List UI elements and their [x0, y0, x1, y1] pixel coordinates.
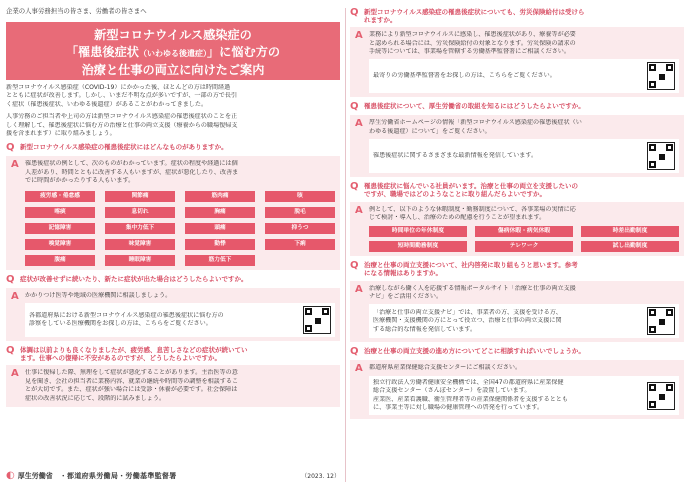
symptom-tag: 息切れ — [105, 207, 175, 218]
issue-date: （2023. 12） — [301, 473, 340, 480]
title-line-1: 新型コロナウイルス感染症の — [94, 28, 252, 42]
a-mark: A — [355, 118, 363, 130]
a-mark: A — [11, 290, 19, 302]
symptom-tag: 腹痛 — [25, 255, 95, 266]
mhlw-info-box[interactable]: 罹患後症状に関するさまざまな最新情報を発信しています。 — [369, 139, 679, 173]
q-mark: Q — [350, 260, 359, 272]
answer-mhlw-initiatives: A 厚生労働省ホームページの情報「新型コロナウイルス感染症の罹患後症状（い わゆる後遺症）について」をご覧ください。 罹患後症状に関するさまざまな最新情報を発信しています。 — [350, 115, 684, 177]
measures-row-2 — [369, 241, 679, 252]
question-workers-comp: Q 新型コロナウイルス感染症の罹患後症状についても、労災保険給付は受けら れますか。 — [350, 7, 585, 25]
sanpo-center-box[interactable]: 独立行政法人労働者健康安全機構では、全国47の都道府県に産業保健 総合支援センター（さんぽセンター）を設置しています。 産業医、産業看護職、衛生管理者等の産業保健関係者を支援するととも に、事業主等に対し職場の健康管理への啓発を行っています。 — [369, 376, 679, 416]
support-navi-box[interactable]: 「治療と仕事の両立支援ナビ」では、事業者の方、支援を受ける方、 医療機関・支援機関の方にとって役立つ、治療と仕事の両立支援に関 する総合的な情報を発信しています。 — [369, 304, 679, 338]
a-mark: A — [355, 30, 363, 42]
symptom-tag: 動悸 — [185, 239, 255, 250]
measure-chip: 時間単位の年休制度 — [369, 226, 467, 237]
answer-return-to-work: A 仕事に復帰した際、無理をして症状が悪化することがあります。主治医等の意 見を聞き、会社の担当者に業務内容、就業の継続や時間等の調整を相談するこ とが大切です。また、症状が強い場合には受診・休養が必要です。社会保障は 症状の改善状況に応じて、段階的に試みましょう。 — [6, 365, 340, 407]
symptom-tag-grid — [25, 191, 335, 266]
symptom-tag: 筋肉痛 — [185, 191, 255, 202]
qr-code-icon[interactable] — [647, 382, 675, 410]
question-mhlw-initiatives — [350, 102, 684, 112]
organizations: ・都道府県労働局・労働基準監督署 — [59, 471, 177, 480]
q-mark: Q — [350, 346, 359, 358]
question-awareness-info: Q 治療と仕事の両立支援について、社内啓発に取り組もうと思います。参考 になる情報はありますか。 — [350, 260, 578, 278]
answer-awareness-info: A 治療しながら働く人を応援する情報ポータルサイト「治療と仕事の両立支援 ナビ」をご活用ください。 「治療と仕事の両立支援ナビ」では、事業者の方、支援を受ける方、 医療機関・支援機関の方にとって役立つ、治療と仕事の両立支援に関 する総合的な情報を発信しています。 — [350, 281, 684, 343]
symptom-tag: 頭痛 — [185, 223, 255, 234]
symptom-tag: 喀痰 — [25, 207, 95, 218]
column-divider — [345, 8, 346, 482]
q-mark: Q — [6, 345, 15, 357]
measure-chip: 時差出勤制度 — [581, 226, 679, 237]
qr-code-icon[interactable] — [303, 306, 331, 334]
question-text: 治療と仕事の両立支援の進め方についてどこに相談すればいいでしょうか。 — [364, 347, 585, 356]
symptom-tag: 関節痛 — [105, 191, 175, 202]
q-mark: Q — [350, 181, 359, 193]
right-column — [350, 8, 684, 419]
ministry-name: 厚生労働省 — [17, 471, 53, 480]
a-mark: A — [11, 159, 19, 171]
intro-paragraph: 新型コロナウイルス感染症（COVID-19）にかかった後、ほとんどの方は時間経過 とともに症状が改善します。しかし、いまだ不明な点が多いですが、一部の方で長引 く症状（罹患後症状、いわゆる後遺症）があることがわかってきました。 — [6, 84, 238, 108]
symptom-tag: 脱毛 — [265, 207, 335, 218]
symptom-tag: 下痢 — [265, 239, 335, 250]
question-worsening — [6, 275, 340, 285]
labor-office-box[interactable]: 最寄りの労働基準監督署をお探しの方は、こちらをご覧ください。 — [369, 59, 679, 93]
q-mark: Q — [6, 142, 15, 154]
mhlw-logo-icon: ◐ — [6, 470, 15, 481]
a-mark: A — [355, 204, 363, 216]
symptom-tag: 胸痛 — [185, 207, 255, 218]
q-mark: Q — [350, 101, 359, 113]
answer-workplace-support: A 例として、以下のような休暇制度・勤務制度について、各事業場の実情に応 じて検討・導入し、治療のための配慮を行うことが望まれます。 時間単位の年休制度 傷病休暇・病気休暇 時差出勤制度 短時間勤務制度 テレワーク 試し出勤制度 — [350, 202, 684, 257]
symptom-tag: 抑うつ — [265, 223, 335, 234]
title-line-3: 治療と仕事の両立に向けたご案内 — [81, 63, 265, 77]
qr-code-icon[interactable] — [647, 62, 675, 90]
answer-worsening: A かかりつけ医等や地域の医療機関に相談しましょう。 各都道府県における新型コロナウイルス感染症の罹患後症状に悩む方の 診察をしている医療機関をお探しの方は、こちらをご覧ください。 — [6, 288, 340, 341]
symptom-tag: 咳 — [265, 191, 335, 202]
question-text: 罹患後症状について、厚生労働省の取組を知るにはどうしたらよいですか。 — [364, 102, 585, 111]
measures-row-1 — [369, 226, 679, 237]
symptom-tag: 疲労感・倦怠感 — [25, 191, 95, 202]
answer-workers-comp: A 業務により新型コロナウイルスに感染し、罹患後症状があり、療養等が必要 と認められる場合には、労災保険給付の対象となります。労災保険の請求の 手続等については、事業場を管轄する労働基準監督署にご相談ください。 最寄りの労働基準監督署をお探しの方は、こちらをご覧ください。 — [350, 27, 684, 97]
question-return-to-work: Q 体調は以前よりも良くなりましたが、疲労感、息苦しさなどの症状が続いてい ます。仕事への復帰に不安があるのですが、どうしたらよいですか。 — [6, 345, 248, 363]
a-mark: A — [355, 363, 363, 375]
title-banner — [6, 22, 340, 80]
qr-code-icon[interactable] — [647, 307, 675, 335]
question-text: 新型コロナウイルス感染症の罹患後症状にはどんなものがありますか。 — [20, 143, 228, 152]
intro-paragraph-2: 人事労務のご担当者や上司の方は新型コロナウイルス感染症の罹患後症状のことを正 しく理解して、罹患後症状に悩む方の治療と仕事の両立支援（療養からの職場復帰支 援を含まれます）に取り組みましょう。 — [6, 113, 238, 138]
answer-symptoms: A 罹患後症状の例として、次のものがわかっています。症状の程度や経過には個 人差があり、時間とともに改善する人もいますが、症状が悪化したり、改善ま でに時間がかかったりする人もいます。 疲労感・倦怠感 関節痛 筋肉痛 咳 喀痰 息切れ 胸痛 脱毛 記憶障害 集中力低下 頭痛 抑うつ 嗅覚障害 味覚障害 動悸 下痢 腹痛 睡眠障害 筋力低下 — [6, 156, 340, 269]
symptom-tag: 睡眠障害 — [105, 255, 175, 266]
q-mark: Q — [6, 273, 15, 285]
a-mark: A — [11, 368, 19, 380]
measure-chip: 短時間勤務制度 — [369, 241, 467, 252]
measure-chip: 試し出勤制度 — [581, 241, 679, 252]
symptom-tag: 嗅覚障害 — [25, 239, 95, 250]
footer — [6, 470, 340, 481]
measure-chip: 傷病休暇・病気休暇 — [475, 226, 573, 237]
clinic-search-box[interactable]: 各都道府県における新型コロナウイルス感染症の罹患後症状に悩む方の 診察をしている医療機関をお探しの方は、こちらをご覧ください。 — [25, 303, 335, 337]
symptom-tag: 味覚障害 — [105, 239, 175, 250]
audience-note: 企業の人事労務担当の皆さま、労働者の皆さまへ — [6, 7, 147, 15]
symptom-tag: 筋力低下 — [185, 255, 255, 266]
measure-chip: テレワーク — [475, 241, 573, 252]
answer-consultation: A 都道府県産業保健総合支援センターにご相談ください。 独立行政法人労働者健康安全機構では、全国47の都道府県に産業保健 総合支援センター（さんぽセンター）を設置しています。 産業医、産業看護職、衛生管理者等の産業保健関係者を支援するととも に、事業主等に対し職場の健康管理への啓発を行っています。 — [350, 360, 684, 419]
q-mark: Q — [350, 7, 359, 18]
symptom-tag: 記憶障害 — [25, 223, 95, 234]
symptom-tag: 集中力低下 — [105, 223, 175, 234]
question-text: 症状が改善せずに続いたり、新たに症状が出た場合はどうしたらよいですか。 — [20, 274, 248, 283]
question-workplace-support: Q 罹患後症状に悩んでいる社員がいます。治療と仕事の両立を支援したいの ですが、職場ではどのようなことに取り組んだらよいですか。 — [350, 181, 578, 199]
question-consultation — [350, 347, 684, 357]
question-symptoms — [6, 143, 340, 153]
title-line-2: 「罹患後症状（いわゆる後遺症）」に悩む方の — [65, 45, 281, 59]
qr-code-icon[interactable] — [647, 142, 675, 170]
left-column — [6, 8, 340, 407]
a-mark: A — [355, 283, 363, 295]
